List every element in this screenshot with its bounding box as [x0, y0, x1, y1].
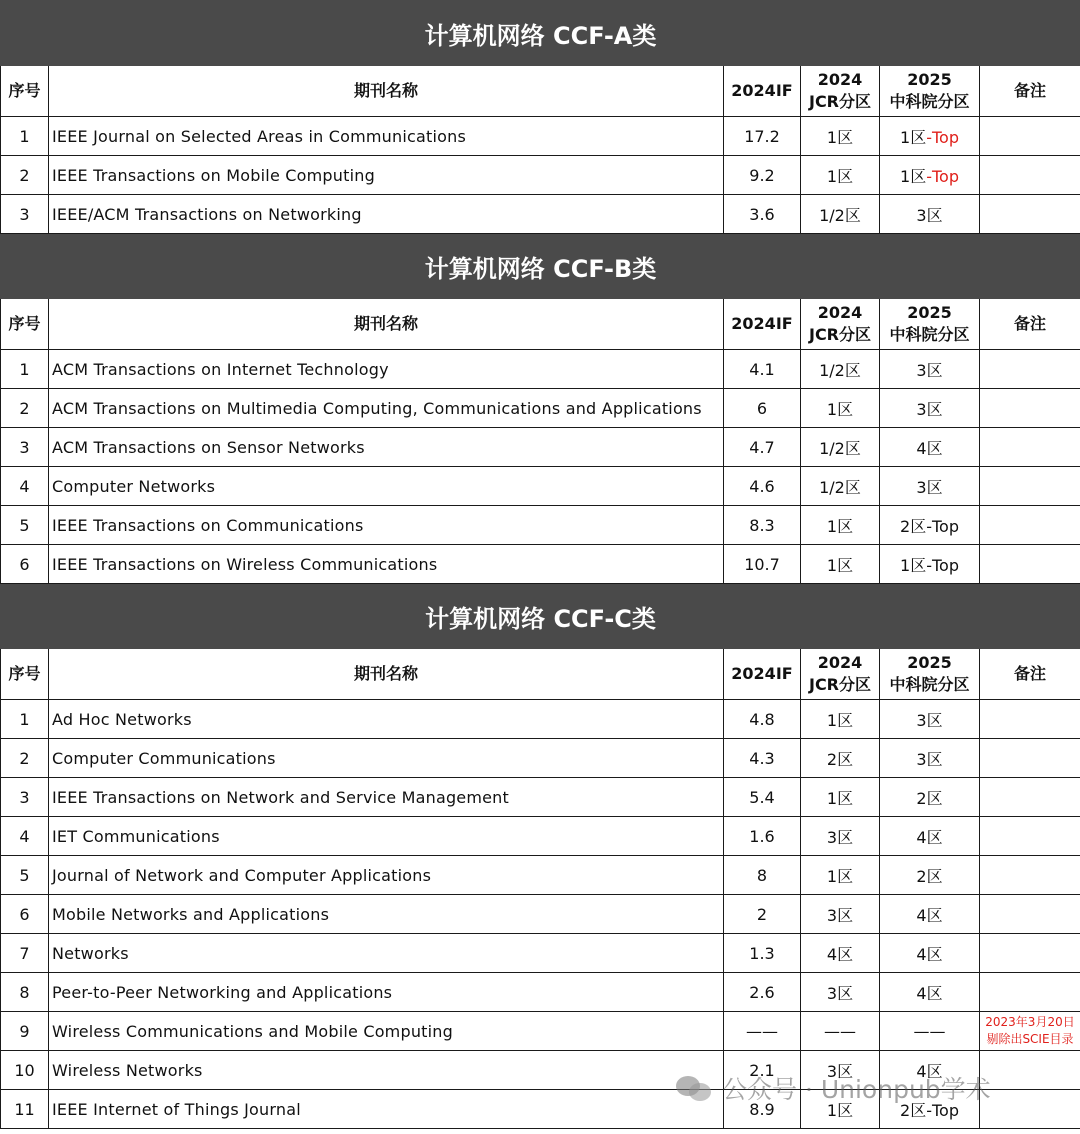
cell-note [980, 467, 1080, 506]
cell-impact-factor: 9.2 [724, 156, 801, 195]
cell-journal-name: IEEE Journal on Selected Areas in Communications [49, 117, 724, 156]
cell-jcr: 1区 [801, 856, 880, 895]
table-row [1, 117, 1080, 156]
cell-jcr: 1/2区 [801, 428, 880, 467]
cas-zone: 1区 [900, 127, 927, 147]
cell-journal-name: Peer-to-Peer Networking and Applications [49, 973, 724, 1012]
cell-cas [880, 506, 980, 545]
header-cas-line2: 中科院分区 [889, 325, 970, 344]
table-row [1, 1012, 1080, 1051]
cell-note [980, 350, 1080, 389]
cell-journal-name: Wireless Communications and Mobile Computing [49, 1012, 724, 1051]
note-text: 2023年3月20日剔除出SCIE目录 [985, 1015, 1075, 1046]
cas-zone: 3区 [916, 399, 943, 419]
header-note: 备注 [980, 66, 1080, 117]
cell-impact-factor: —— [724, 1012, 801, 1051]
cell-impact-factor: 2 [724, 895, 801, 934]
header-cas-line2: 中科院分区 [889, 92, 970, 111]
cell-cas [880, 739, 980, 778]
cell-journal-name: IEEE Transactions on Mobile Computing [49, 156, 724, 195]
header-jcr-line2: JCR分区 [808, 92, 872, 111]
table-header-row [1, 649, 1080, 700]
cell-no: 4 [1, 817, 49, 856]
header-name: 期刊名称 [49, 299, 724, 350]
cell-journal-name: Computer Communications [49, 739, 724, 778]
cas-zone: 1区-Top [900, 555, 959, 575]
cell-jcr: 1区 [801, 700, 880, 739]
cell-impact-factor: 10.7 [724, 545, 801, 584]
table-row [1, 700, 1080, 739]
header-no: 序号 [1, 66, 49, 117]
cell-jcr: 1区 [801, 117, 880, 156]
cell-jcr: 1区 [801, 156, 880, 195]
cell-impact-factor: 4.3 [724, 739, 801, 778]
table-row [1, 739, 1080, 778]
cell-note [980, 1090, 1080, 1129]
table-row [1, 934, 1080, 973]
cell-no: 1 [1, 117, 49, 156]
cas-zone: 4区 [916, 905, 943, 925]
cell-jcr: 1/2区 [801, 195, 880, 234]
header-cas [880, 649, 980, 700]
cell-note [980, 545, 1080, 584]
header-jcr [801, 649, 880, 700]
header-cas-line1: 2025 [907, 303, 952, 322]
cell-jcr: 3区 [801, 1051, 880, 1090]
table-row [1, 428, 1080, 467]
header-cas [880, 299, 980, 350]
cell-journal-name: IEEE Internet of Things Journal [49, 1090, 724, 1129]
cell-impact-factor: 8 [724, 856, 801, 895]
cell-journal-name: ACM Transactions on Internet Technology [49, 350, 724, 389]
cell-no: 4 [1, 467, 49, 506]
table-row [1, 467, 1080, 506]
cell-cas [880, 700, 980, 739]
cell-note [980, 389, 1080, 428]
cell-impact-factor: 8.9 [724, 1090, 801, 1129]
table-row [1, 350, 1080, 389]
cell-no: 1 [1, 350, 49, 389]
header-jcr [801, 66, 880, 117]
cell-jcr: 1区 [801, 506, 880, 545]
cell-journal-name: Ad Hoc Networks [49, 700, 724, 739]
cas-zone: 2区 [916, 866, 943, 886]
cell-no: 9 [1, 1012, 49, 1051]
watermark-text: 公众号 · Unionpub学术 [722, 1075, 991, 1104]
cell-impact-factor: 2.1 [724, 1051, 801, 1090]
cell-note [980, 895, 1080, 934]
cell-cas [880, 1012, 980, 1051]
table-row [1, 506, 1080, 545]
cell-impact-factor: 2.6 [724, 973, 801, 1012]
header-jcr-line1: 2024 [817, 653, 863, 672]
cas-zone: 2区-Top [900, 1100, 959, 1120]
cell-note [980, 117, 1080, 156]
cell-jcr: 1区 [801, 389, 880, 428]
header-cas [880, 66, 980, 117]
header-jcr-line1: 2024 [817, 303, 863, 322]
cas-zone: —— [913, 1021, 946, 1041]
cas-zone: 2区-Top [900, 516, 959, 536]
header-jcr-line1: 2024 [817, 70, 863, 89]
cas-zone: 4区 [916, 1061, 943, 1081]
header-jcr [801, 299, 880, 350]
cell-journal-name: ACM Transactions on Multimedia Computing, Communications and Applications [49, 389, 724, 428]
cell-journal-name: IEEE Transactions on Communications [49, 506, 724, 545]
cell-note [980, 700, 1080, 739]
header-if: 2024IF [724, 66, 801, 117]
header-name: 期刊名称 [49, 649, 724, 700]
header-no: 序号 [1, 299, 49, 350]
cas-zone: 4区 [916, 944, 943, 964]
table-row [1, 778, 1080, 817]
cas-zone: 3区 [916, 710, 943, 730]
cas-zone: 3区 [916, 205, 943, 225]
table-header-row [1, 66, 1080, 117]
table-row [1, 1090, 1080, 1129]
table-row [1, 817, 1080, 856]
cell-note [980, 506, 1080, 545]
cell-impact-factor: 4.8 [724, 700, 801, 739]
cell-cas [880, 545, 980, 584]
section-title-row [1, 584, 1080, 649]
cell-note [980, 1051, 1080, 1090]
table-row [1, 895, 1080, 934]
cell-journal-name: Journal of Network and Computer Applications [49, 856, 724, 895]
cell-impact-factor: 1.3 [724, 934, 801, 973]
cell-note [980, 1012, 1080, 1051]
header-cas-line2: 中科院分区 [889, 675, 970, 694]
cell-no: 7 [1, 934, 49, 973]
cell-no: 3 [1, 195, 49, 234]
cell-journal-name: IET Communications [49, 817, 724, 856]
table-header-row [1, 299, 1080, 350]
header-no: 序号 [1, 649, 49, 700]
cell-impact-factor: 3.6 [724, 195, 801, 234]
cas-zone: 4区 [916, 438, 943, 458]
section-title-row [1, 234, 1080, 299]
cell-no: 2 [1, 389, 49, 428]
cell-journal-name: IEEE/ACM Transactions on Networking [49, 195, 724, 234]
cell-jcr: 1/2区 [801, 467, 880, 506]
header-cas-line1: 2025 [907, 653, 952, 672]
cell-cas [880, 817, 980, 856]
table-row [1, 856, 1080, 895]
cell-jcr: 3区 [801, 895, 880, 934]
journal-table-body [1, 1, 1080, 1129]
cell-no: 2 [1, 739, 49, 778]
cell-jcr: 3区 [801, 973, 880, 1012]
cell-note [980, 739, 1080, 778]
cell-cas [880, 389, 980, 428]
cell-impact-factor: 4.6 [724, 467, 801, 506]
table-row [1, 1051, 1080, 1090]
cell-journal-name: Mobile Networks and Applications [49, 895, 724, 934]
cas-zone: 3区 [916, 477, 943, 497]
cell-note [980, 195, 1080, 234]
cell-no: 11 [1, 1090, 49, 1129]
cell-no: 6 [1, 895, 49, 934]
cas-zone: 4区 [916, 827, 943, 847]
cas-zone: 3区 [916, 749, 943, 769]
cell-cas [880, 117, 980, 156]
cell-no: 2 [1, 156, 49, 195]
table-row [1, 545, 1080, 584]
cell-jcr: 1/2区 [801, 350, 880, 389]
cell-impact-factor: 17.2 [724, 117, 801, 156]
table-row [1, 973, 1080, 1012]
cell-note [980, 156, 1080, 195]
cell-cas [880, 1051, 980, 1090]
cell-note [980, 817, 1080, 856]
table-row [1, 195, 1080, 234]
cell-note [980, 778, 1080, 817]
cell-no: 3 [1, 778, 49, 817]
cell-jcr: 1区 [801, 778, 880, 817]
cell-note [980, 856, 1080, 895]
cell-journal-name: Computer Networks [49, 467, 724, 506]
cell-note [980, 934, 1080, 973]
cell-cas [880, 467, 980, 506]
cell-cas [880, 1090, 980, 1129]
cell-cas [880, 778, 980, 817]
cell-jcr: 3区 [801, 817, 880, 856]
header-if: 2024IF [724, 299, 801, 350]
cell-no: 6 [1, 545, 49, 584]
cell-jcr: 1区 [801, 545, 880, 584]
cell-impact-factor: 4.7 [724, 428, 801, 467]
cell-jcr: 4区 [801, 934, 880, 973]
cell-cas [880, 934, 980, 973]
cell-jcr: —— [801, 1012, 880, 1051]
cell-no: 10 [1, 1051, 49, 1090]
cell-impact-factor: 4.1 [724, 350, 801, 389]
section-title-row [1, 1, 1080, 66]
section-title: 计算机网络 CCF-C类 [1, 584, 1080, 649]
cas-zone: 3区 [916, 360, 943, 380]
cell-cas [880, 156, 980, 195]
cas-zone: 1区 [900, 166, 927, 186]
cell-impact-factor: 1.6 [724, 817, 801, 856]
cell-journal-name: IEEE Transactions on Network and Service Management [49, 778, 724, 817]
header-cas-line1: 2025 [907, 70, 952, 89]
cas-zone: 4区 [916, 983, 943, 1003]
cell-jcr: 2区 [801, 739, 880, 778]
cell-journal-name: ACM Transactions on Sensor Networks [49, 428, 724, 467]
header-if: 2024IF [724, 649, 801, 700]
cell-no: 8 [1, 973, 49, 1012]
section-title: 计算机网络 CCF-A类 [1, 1, 1080, 66]
cell-no: 1 [1, 700, 49, 739]
cas-top-tag: -Top [926, 166, 959, 186]
cas-zone: 2区 [916, 788, 943, 808]
cell-cas [880, 428, 980, 467]
cell-journal-name: Wireless Networks [49, 1051, 724, 1090]
cell-no: 5 [1, 506, 49, 545]
header-jcr-line2: JCR分区 [808, 675, 872, 694]
cell-cas [880, 895, 980, 934]
cell-cas [880, 973, 980, 1012]
cell-journal-name: IEEE Transactions on Wireless Communications [49, 545, 724, 584]
cell-cas [880, 195, 980, 234]
cell-jcr: 1区 [801, 1090, 880, 1129]
cell-cas [880, 856, 980, 895]
cell-cas [880, 350, 980, 389]
cell-impact-factor: 5.4 [724, 778, 801, 817]
table-row [1, 156, 1080, 195]
cell-note [980, 428, 1080, 467]
cell-impact-factor: 8.3 [724, 506, 801, 545]
section-title: 计算机网络 CCF-B类 [1, 234, 1080, 299]
cell-impact-factor: 6 [724, 389, 801, 428]
header-jcr-line2: JCR分区 [808, 325, 872, 344]
table-row [1, 389, 1080, 428]
cas-top-tag: -Top [926, 127, 959, 147]
header-name: 期刊名称 [49, 66, 724, 117]
header-note: 备注 [980, 649, 1080, 700]
cell-note [980, 973, 1080, 1012]
cell-no: 5 [1, 856, 49, 895]
cell-no: 3 [1, 428, 49, 467]
cell-journal-name: Networks [49, 934, 724, 973]
header-note: 备注 [980, 299, 1080, 350]
